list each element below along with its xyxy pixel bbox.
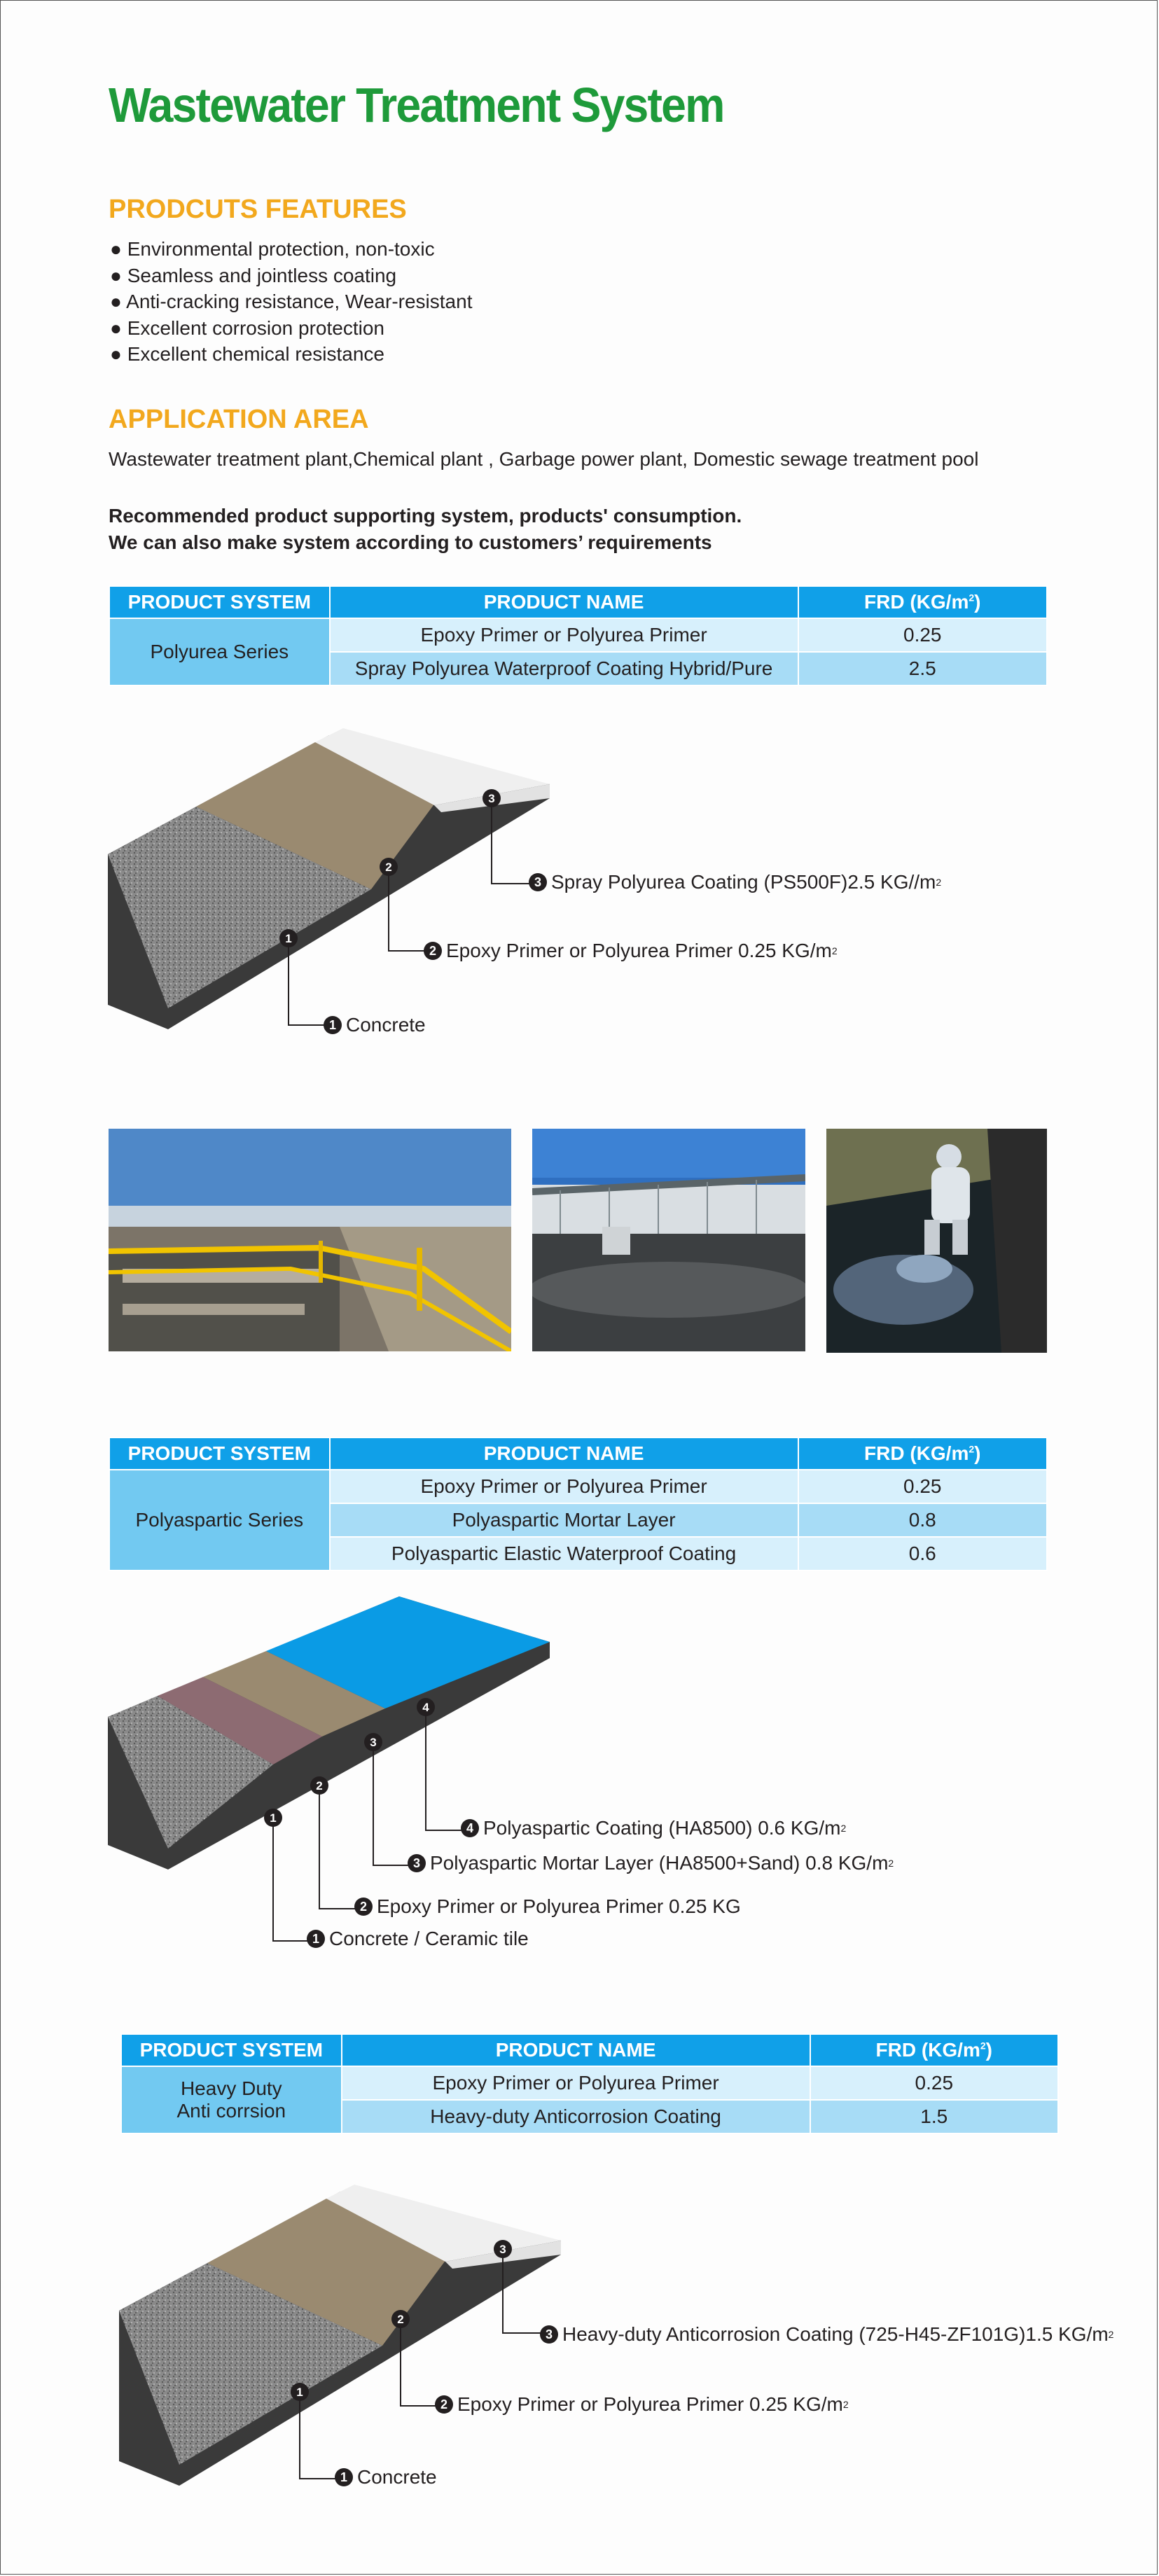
recommendation-note bbox=[109, 503, 742, 556]
svg-text:4: 4 bbox=[422, 1701, 429, 1714]
list-item: ● Seamless and jointless coating bbox=[110, 264, 397, 286]
polyurea-layer-diagram bbox=[105, 728, 560, 1043]
frd-cell: 0.25 bbox=[798, 618, 1047, 652]
layer-label: 1 Concrete bbox=[324, 1014, 426, 1036]
features-heading: PRODCUTS FEATURES bbox=[109, 195, 407, 224]
column-header-frd: FRD $(KG/m^2)$ bbox=[798, 1437, 1047, 1470]
features-list bbox=[110, 236, 472, 368]
table-row bbox=[121, 2066, 1058, 2100]
table-row bbox=[109, 618, 1047, 652]
marker-1 bbox=[291, 2383, 309, 2401]
layer-label: 3 Polyaspartic Mortar Layer (HA8500+Sand) 0.8 KG/m 2 bbox=[408, 1852, 894, 1874]
page-title: Wastewater Treatment System bbox=[109, 78, 724, 132]
product-name-cell: Spray Polyurea Waterproof Coating Hybrid/Pure bbox=[330, 652, 798, 685]
frd-cell: 0.25 bbox=[798, 1470, 1047, 1503]
layer-label: 1 Concrete bbox=[335, 2466, 437, 2488]
layer-label: 1 Concrete / Ceramic tile bbox=[307, 1928, 529, 1950]
layer-label: 3 Spray Polyurea Coating (PS500F)2.5 KG//m 2 bbox=[529, 871, 941, 893]
layer-label: 2 Epoxy Primer or Polyurea Primer 0.25 KG/m 2 bbox=[435, 2393, 849, 2416]
polyurea-table bbox=[109, 585, 1048, 686]
svg-text:2: 2 bbox=[385, 861, 392, 874]
product-name-cell: Polyaspartic Elastic Waterproof Coating bbox=[330, 1537, 798, 1571]
marker-1 bbox=[264, 1809, 282, 1827]
svg-text:1: 1 bbox=[296, 2386, 303, 2399]
recommendation-line: Recommended product supporting system, products' consumption. bbox=[109, 505, 742, 527]
svg-text:1: 1 bbox=[270, 1811, 277, 1825]
layer-label: 3 Heavy-duty Anticorrosion Coating (725-H45-ZF101G)1.5 KG/m 2 bbox=[540, 2323, 1113, 2346]
marker-2 bbox=[391, 2310, 410, 2328]
marker-4 bbox=[417, 1698, 435, 1716]
column-header-frd: FRD $(KG/m^2)$ bbox=[798, 586, 1047, 618]
frd-cell: 0.6 bbox=[798, 1537, 1047, 1571]
column-header-system: PRODUCT SYSTEM bbox=[109, 586, 330, 618]
marker-2 bbox=[310, 1776, 328, 1795]
photo-coating-application bbox=[826, 1129, 1047, 1353]
marker-3 bbox=[494, 2240, 512, 2258]
frd-cell: 0.8 bbox=[798, 1503, 1047, 1537]
column-header-frd: FRD $(KG/m^2)$ bbox=[810, 2034, 1058, 2066]
column-header-name: PRODUCT NAME bbox=[342, 2034, 810, 2066]
svg-text:1: 1 bbox=[285, 932, 292, 945]
list-item: ● Environmental protection, non-toxic bbox=[110, 238, 435, 260]
svg-text:3: 3 bbox=[370, 1736, 377, 1749]
list-item: ● Anti-cracking resistance, Wear-resistant bbox=[110, 291, 473, 312]
table-row bbox=[109, 1470, 1047, 1503]
system-cell: Polyurea Series bbox=[109, 618, 330, 685]
heavy-duty-layer-diagram bbox=[116, 2185, 571, 2493]
list-item: ● Excellent corrosion protection bbox=[110, 316, 384, 339]
layer-label: 4 Polyaspartic Coating (HA8500) 0.6 KG/m 2 bbox=[461, 1817, 846, 1839]
frd-cell: 1.5 bbox=[810, 2100, 1058, 2133]
product-name-cell: Heavy-duty Anticorrosion Coating bbox=[342, 2100, 810, 2133]
product-name-cell: Epoxy Primer or Polyurea Primer bbox=[330, 618, 798, 652]
svg-text:3: 3 bbox=[499, 2243, 506, 2256]
layer-label: 2 Epoxy Primer or Polyurea Primer 0.25 KG/m 2 bbox=[424, 940, 838, 962]
product-name-cell: Epoxy Primer or Polyurea Primer bbox=[330, 1470, 798, 1503]
photo-treatment-plant bbox=[109, 1129, 511, 1351]
product-name-cell: Polyaspartic Mortar Layer bbox=[330, 1503, 798, 1537]
svg-text:2: 2 bbox=[397, 2313, 404, 2326]
svg-text:2: 2 bbox=[316, 1779, 323, 1792]
list-item: ● Excellent chemical resistance bbox=[110, 343, 384, 365]
marker-2 bbox=[380, 858, 398, 876]
marker-3 bbox=[364, 1733, 382, 1751]
marker-1 bbox=[279, 929, 298, 947]
svg-text:3: 3 bbox=[488, 792, 495, 805]
system-cell: Heavy Duty Anti corrsion bbox=[121, 2066, 342, 2133]
application-text: Wastewater treatment plant,Chemical plant , Garbage power plant, Domestic sewage treatment pool bbox=[109, 448, 979, 470]
polyaspartic-table bbox=[109, 1437, 1048, 1571]
heavy-duty-table bbox=[120, 2033, 1059, 2134]
column-header-system: PRODUCT SYSTEM bbox=[121, 2034, 342, 2066]
frd-cell: 0.25 bbox=[810, 2066, 1058, 2100]
column-header-name: PRODUCT NAME bbox=[330, 1437, 798, 1470]
marker-3 bbox=[483, 789, 501, 807]
frd-cell: 2.5 bbox=[798, 652, 1047, 685]
photo-clarifier-tank bbox=[532, 1129, 805, 1351]
recommendation-line: We can also make system according to customers’ requirements bbox=[109, 531, 712, 553]
application-heading: APPLICATION AREA bbox=[109, 405, 369, 434]
column-header-name: PRODUCT NAME bbox=[330, 586, 798, 618]
layer-label: 2 Epoxy Primer or Polyurea Primer 0.25 KG bbox=[354, 1895, 741, 1918]
system-cell: Polyaspartic Series bbox=[109, 1470, 330, 1571]
column-header-system: PRODUCT SYSTEM bbox=[109, 1437, 330, 1470]
product-name-cell: Epoxy Primer or Polyurea Primer bbox=[342, 2066, 810, 2100]
